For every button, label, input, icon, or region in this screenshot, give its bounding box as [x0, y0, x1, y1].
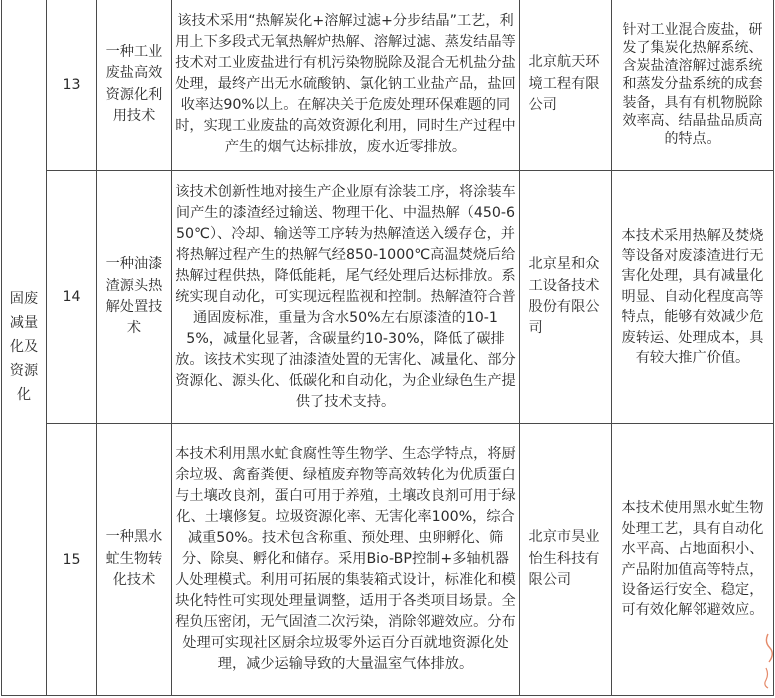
technology-name: 一种工业废盐高效资源化利用技术 [97, 0, 172, 171]
table-row [2, 424, 774, 696]
table-row [2, 171, 774, 424]
technology-feature: 本技术采用热解及焚烧等设备对废漆渣进行无害化处理，具有减量化明显、自动化程度高等特点，能够有效减少危废转运、处理成本，具有较大推广价值。 [612, 171, 774, 424]
technology-name: 一种黑水虻生物转化技术 [97, 424, 172, 696]
table-row [2, 0, 774, 171]
corner-mark [760, 630, 774, 690]
row-number: 13 [47, 0, 97, 171]
technology-name: 一种油漆渣源头热解处置技术 [97, 171, 172, 424]
category-cell [2, 0, 47, 696]
technology-description: 该技术创新性地对接生产企业原有涂装工序，将涂装车间产生的漆渣经过输送、物理干化、中温热解（450-650℃）、冷却、输送等工序转为热解渣送入缓存仓，并将热解过程产生的热解气经850-1000℃高温焚烧后给热解过程供热，降低能耗，尾气经处理后达标排放。系统实现自动化，可实现远程监视和控制。热解渣符合普通固废标准，重量为含水50%左右原漆渣的10-15%，减量化显著，含碳量约10-30%，降低了碳排放。该技术实现了油漆渣处置的无害化、减量化、部分资源化、源头化、低碳化和自动化，为企业绿色生产提供了技术支持。 [172, 171, 520, 424]
technology-feature: 本技术使用黑水虻生物处理工艺，具有自动化水平高、占地面积小、产品附加值高等特点，设备运行安全、稳定，可有效化解邻避效应。 [612, 424, 774, 696]
row-number: 14 [47, 171, 97, 424]
technology-description: 该技术采用“热解炭化+溶解过滤+分步结晶”工艺，利用上下多段式无氧热解炉热解、溶解过滤、蒸发结晶等技术对工业废盐进行有机污染物脱除及混合无机盐分盐处理，最终产出无水硫酸钠、氯化钠工业盐产品，盐回收率达90%以上。在解决关于危废处理环保难题的同时，实现工业废盐的高效资源化利用，同时生产过程中产生的烟气达标排放，废水近零排放。 [172, 0, 520, 171]
technology-table [1, 0, 774, 696]
company-name: 北京航天环境工程有限公司 [520, 0, 612, 171]
company-name: 北京星和众工设备技术股份有限公司 [520, 171, 612, 424]
row-number: 15 [47, 424, 97, 696]
company-name: 北京市昊业怡生科技有限公司 [520, 424, 612, 696]
category-label: 固废减量化及资源化 [9, 291, 39, 403]
technology-feature: 针对工业混合废盐，研发了集炭化热解系统、含炭盐渣溶解过滤系统和蒸发分盐系统的成套装备，具有有机物脱除效率高、结晶盐品质高的特点。 [612, 0, 774, 171]
technology-description: 本技术利用黑水虻食腐性等生物学、生态学特点，将厨余垃圾、禽畜粪便、绿植废弃物等高效转化为优质蛋白与土壤改良剂，蛋白可用于养殖，土壤改良剂可用于绿化、土壤修复。垃圾资源化率、无害化率100%，综合减重50%。技术包含称重、预处理、虫卵孵化、筛分、除臭、孵化和储存。采用Bio-BP控制+多轴机器人处理模式。利用可拓展的集装箱式设计，标准化和模块化特性可实现处理量调整，适用于各类项目场景。全程负压密闭，无气固渣二次污染，消除邻避效应。分布处理可实现社区厨余垃圾零外运百分百就地资源化处理，减少运输导致的大量温室气体排放。 [172, 424, 520, 696]
